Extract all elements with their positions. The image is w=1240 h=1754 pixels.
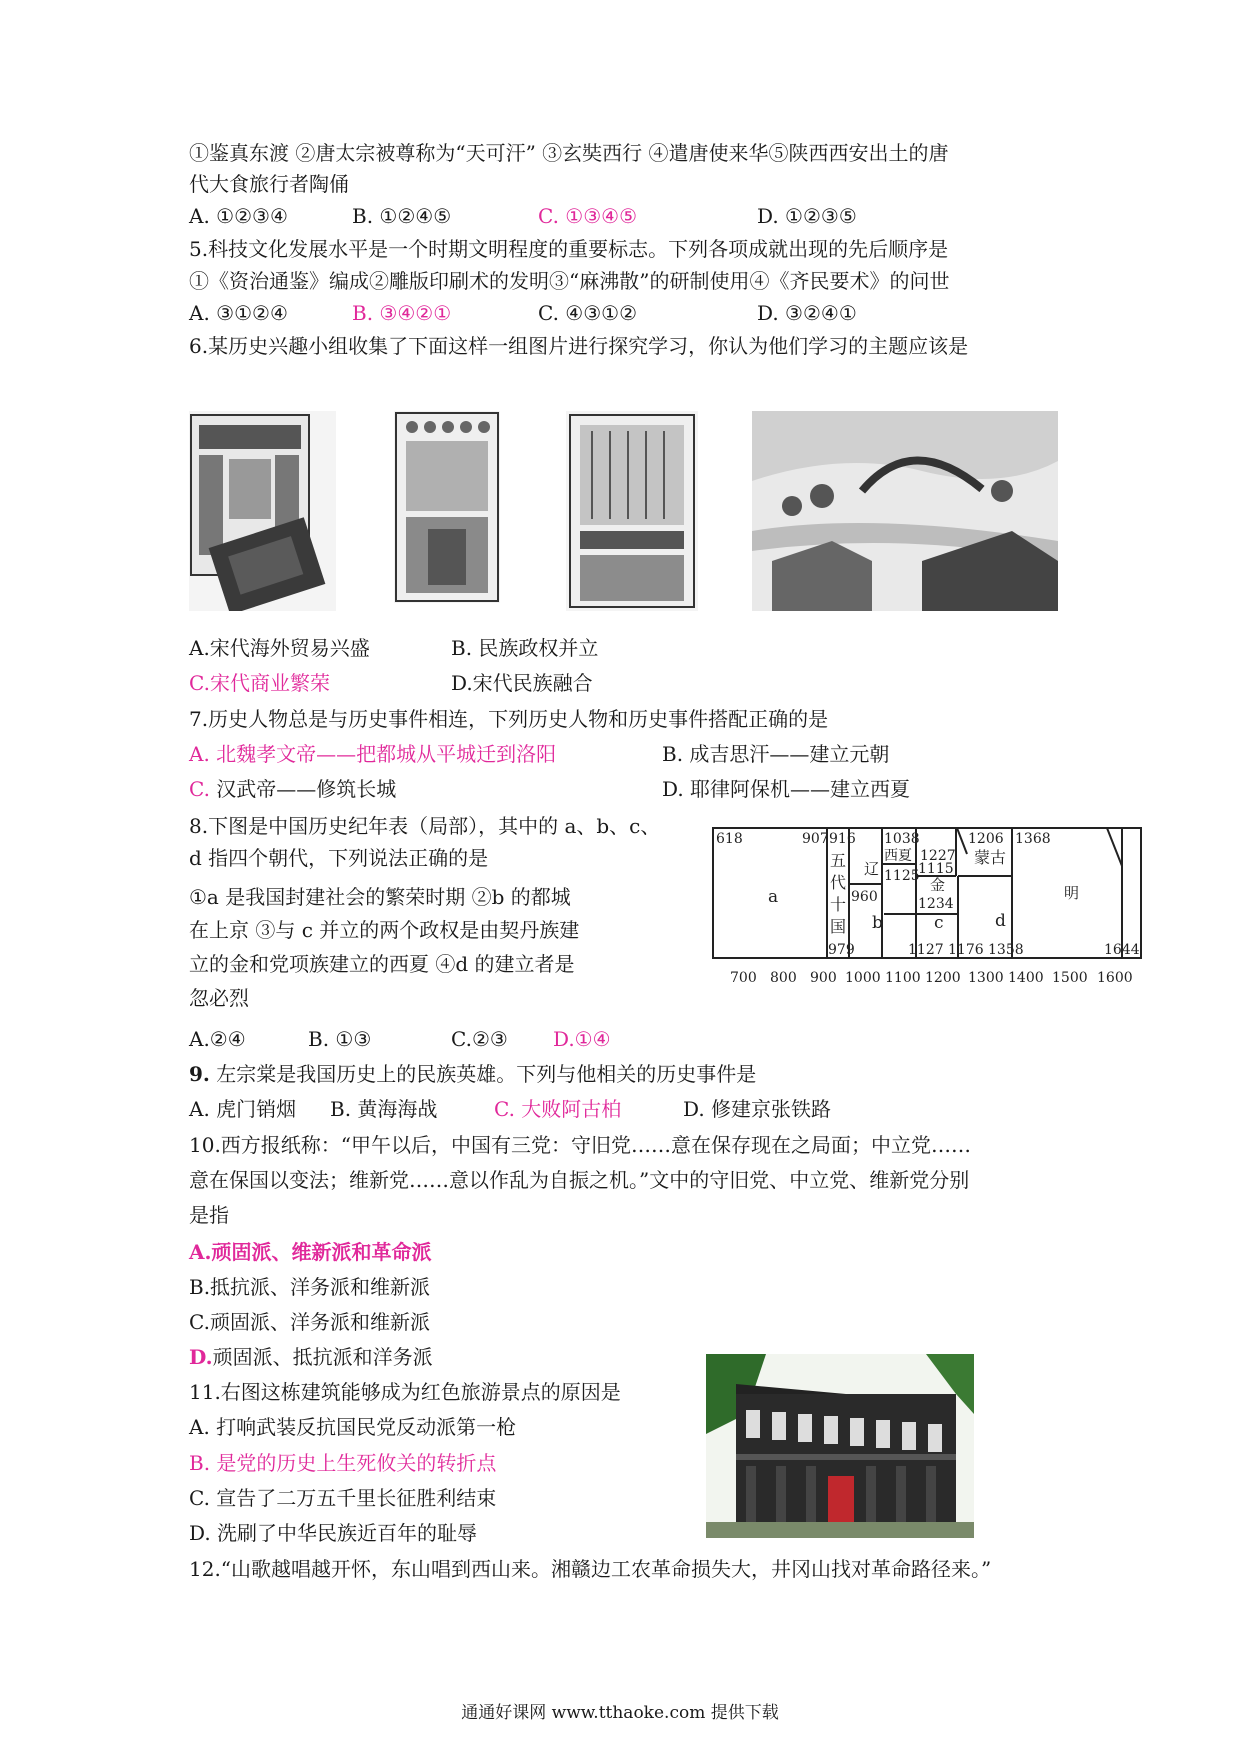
label-1206: 1206 xyxy=(968,831,1004,847)
tick-800: 800 xyxy=(770,970,797,986)
tick-700: 700 xyxy=(730,970,757,986)
tick-1100: 1100 xyxy=(885,970,921,986)
q10-option-d-letter: D. xyxy=(189,1345,213,1369)
label-shi: 十 xyxy=(830,895,847,914)
q11-option-c: C. 宣告了二万五千里长征胜利结束 xyxy=(189,1486,497,1510)
q4-items-line1: ①鉴真东渡 ②唐太宗被尊称为“天可汗” ③玄奘西行 ④遣唐使来华⑤陕西西安出土的唐 xyxy=(189,141,949,165)
label-a: a xyxy=(768,887,779,907)
tick-900: 900 xyxy=(810,970,837,986)
chronology-table xyxy=(712,826,1152,990)
page-footer: 通通好课网 www.tthaoke.com 提供下载 xyxy=(461,1703,779,1723)
q9-option-c: C. 大败阿古柏 xyxy=(494,1097,622,1121)
q10-option-d xyxy=(189,1344,433,1370)
q4-items-line2: 代大食旅行者陶俑 xyxy=(189,172,349,196)
q6-option-a: A.宋代海外贸易兴盛 xyxy=(189,636,370,660)
q11-stem: 11.右图这栋建筑能够成为红色旅游景点的原因是 xyxy=(189,1380,621,1404)
q5-option-d: D. ③②④① xyxy=(757,301,857,325)
tick-1400: 1400 xyxy=(1008,970,1044,986)
q4-option-d: D. ①②③⑤ xyxy=(757,204,857,228)
q7-option-c xyxy=(189,776,396,802)
q5-option-a: A. ③①②④ xyxy=(189,301,288,325)
huizi-banknote-image xyxy=(566,411,698,611)
q5-option-c: C. ④③①② xyxy=(538,301,638,325)
q8-line4: 在上京 ③与 c 并立的两个政权是由契丹族建 xyxy=(189,918,580,942)
tick-1200: 1200 xyxy=(925,970,961,986)
q9-stem-text: 左宗棠是我国历史上的民族英雄。下列与他相关的历史事件是 xyxy=(209,1062,757,1086)
q8-line3: ①a 是我国封建社会的繁荣时期 ②b 的都城 xyxy=(189,885,571,909)
q10-option-c: C.顽固派、洋务派和维新派 xyxy=(189,1310,430,1334)
q8-option-d: D.①④ xyxy=(553,1027,611,1051)
q10-option-a: A.顽固派、维新派和革命派 xyxy=(189,1240,432,1264)
q8-line5: 立的金和党项族建立的西夏 ④d 的建立者是 xyxy=(189,952,575,976)
tick-1000: 1000 xyxy=(845,970,881,986)
zunyi-conference-building-image xyxy=(706,1354,974,1538)
qingming-riverside-painting-image xyxy=(752,411,1058,611)
q8-line1: 8.下图是中国历史纪年表（局部），其中的 a、b、c、 xyxy=(189,814,661,838)
q4-option-a: A. ①②③④ xyxy=(189,204,288,228)
label-916: 916 xyxy=(829,831,856,847)
tick-1500: 1500 xyxy=(1052,970,1088,986)
q11-option-a: A. 打响武装反抗国民党反动派第一枪 xyxy=(189,1415,517,1439)
q10-line2: 意在保国以变法；维新党……意以作乱为自振之机。”文中的守旧党、中立党、维新党分别 xyxy=(189,1168,970,1192)
q8-option-a: A.②④ xyxy=(189,1027,246,1051)
q7-option-c-text: 汉武帝——修筑长城 xyxy=(209,777,397,801)
q7-option-b: B. 成吉思汗——建立元朝 xyxy=(662,742,890,766)
q6-option-d: D.宋代民族融合 xyxy=(451,671,593,695)
q12-stem: 12.“山歌越唱越开怀，东山唱到西山来。湘赣边工农革命损失大，井冈山找对革命路径来。” xyxy=(189,1557,992,1581)
label-1115: 1115 xyxy=(918,861,954,877)
label-jin: 金 xyxy=(930,876,946,894)
label-d: d xyxy=(995,911,1006,931)
label-wu: 五 xyxy=(830,851,847,870)
q6-stem: 6.某历史兴趣小组收集了下面这样一组图片进行探究学习，你认为他们学习的主题应该是 xyxy=(189,334,969,358)
label-1358: 1358 xyxy=(988,942,1024,958)
label-907: 907 xyxy=(802,831,829,847)
label-960: 960 xyxy=(851,889,878,905)
label-liao: 辽 xyxy=(864,860,880,878)
q11-option-b: B. 是党的历史上生死攸关的转折点 xyxy=(189,1451,497,1475)
q5-option-b: B. ③④②① xyxy=(352,301,452,325)
label-guo: 国 xyxy=(830,917,847,936)
q5-stem: 5.科技文化发展水平是一个时期文明程度的重要标志。下列各项成就出现的先后顺序是 xyxy=(189,237,949,261)
q8-line2: d 指四个朝代，下列说法正确的是 xyxy=(189,846,489,870)
q10-line3: 是指 xyxy=(189,1203,229,1227)
q10-option-d-text: 顽固派、抵抗派和洋务派 xyxy=(212,1345,433,1369)
q7-option-d: D. 耶律阿保机——建立西夏 xyxy=(662,777,911,801)
label-b: b xyxy=(872,913,883,933)
q8-line6: 忽必烈 xyxy=(189,986,249,1010)
label-1176: 1176 xyxy=(948,942,984,958)
q6-option-c: C.宋代商业繁荣 xyxy=(189,671,330,695)
q4-option-b: B. ①②④⑤ xyxy=(352,204,452,228)
q8-option-c: C.②③ xyxy=(451,1027,508,1051)
label-mongol: 蒙古 xyxy=(974,848,1007,867)
q7-option-a: A. 北魏孝文帝——把都城从平城迁到洛阳 xyxy=(189,742,557,766)
q7-stem: 7.历史人物总是与历史事件相连，下列历史人物和历史事件搭配正确的是 xyxy=(189,707,829,731)
q8-option-b: B. ①③ xyxy=(308,1027,372,1051)
label-1234: 1234 xyxy=(918,896,954,912)
q5-items: ①《资治通鉴》编成②雕版印刷术的发明③“麻沸散”的研制使用④《齐民要术》的问世 xyxy=(189,269,950,293)
q10-line1: 10.西方报纸称：“甲午以后，中国有三党：守旧党……意在保存现在之局面；中立党…… xyxy=(189,1133,972,1157)
label-1127: 1127 xyxy=(908,942,944,958)
label-1368: 1368 xyxy=(1015,831,1051,847)
label-1125: 1125 xyxy=(884,868,920,884)
q7-option-c-letter: C. xyxy=(189,777,210,801)
label-xixia: 西夏 xyxy=(884,848,912,864)
label-1038: 1038 xyxy=(884,831,920,847)
q9-number: 9. xyxy=(189,1062,210,1086)
tick-1300: 1300 xyxy=(968,970,1004,986)
q9-stem xyxy=(189,1061,756,1087)
label-618: 618 xyxy=(716,831,743,847)
label-1644: 1644 xyxy=(1104,942,1140,958)
label-1227: 1227 xyxy=(920,848,956,864)
jiaozi-banknote-image xyxy=(394,411,500,603)
q9-option-b: B. 黄海海战 xyxy=(330,1097,438,1121)
q10-option-b: B.抵抗派、洋务派和维新派 xyxy=(189,1275,431,1299)
label-979: 979 xyxy=(828,942,855,958)
q11-option-d: D. 洗刷了中华民族近百年的耻辱 xyxy=(189,1521,478,1545)
song-paper-money-image xyxy=(189,411,336,611)
q9-option-a: A. 虎门销烟 xyxy=(189,1097,297,1121)
q6-option-b: B. 民族政权并立 xyxy=(451,636,599,660)
label-dai: 代 xyxy=(830,873,847,892)
q9-option-d: D. 修建京张铁路 xyxy=(683,1097,832,1121)
tick-1600: 1600 xyxy=(1097,970,1133,986)
label-c: c xyxy=(934,913,944,933)
label-ming: 明 xyxy=(1064,884,1080,902)
q4-option-c: C. ①③④⑤ xyxy=(538,204,638,228)
